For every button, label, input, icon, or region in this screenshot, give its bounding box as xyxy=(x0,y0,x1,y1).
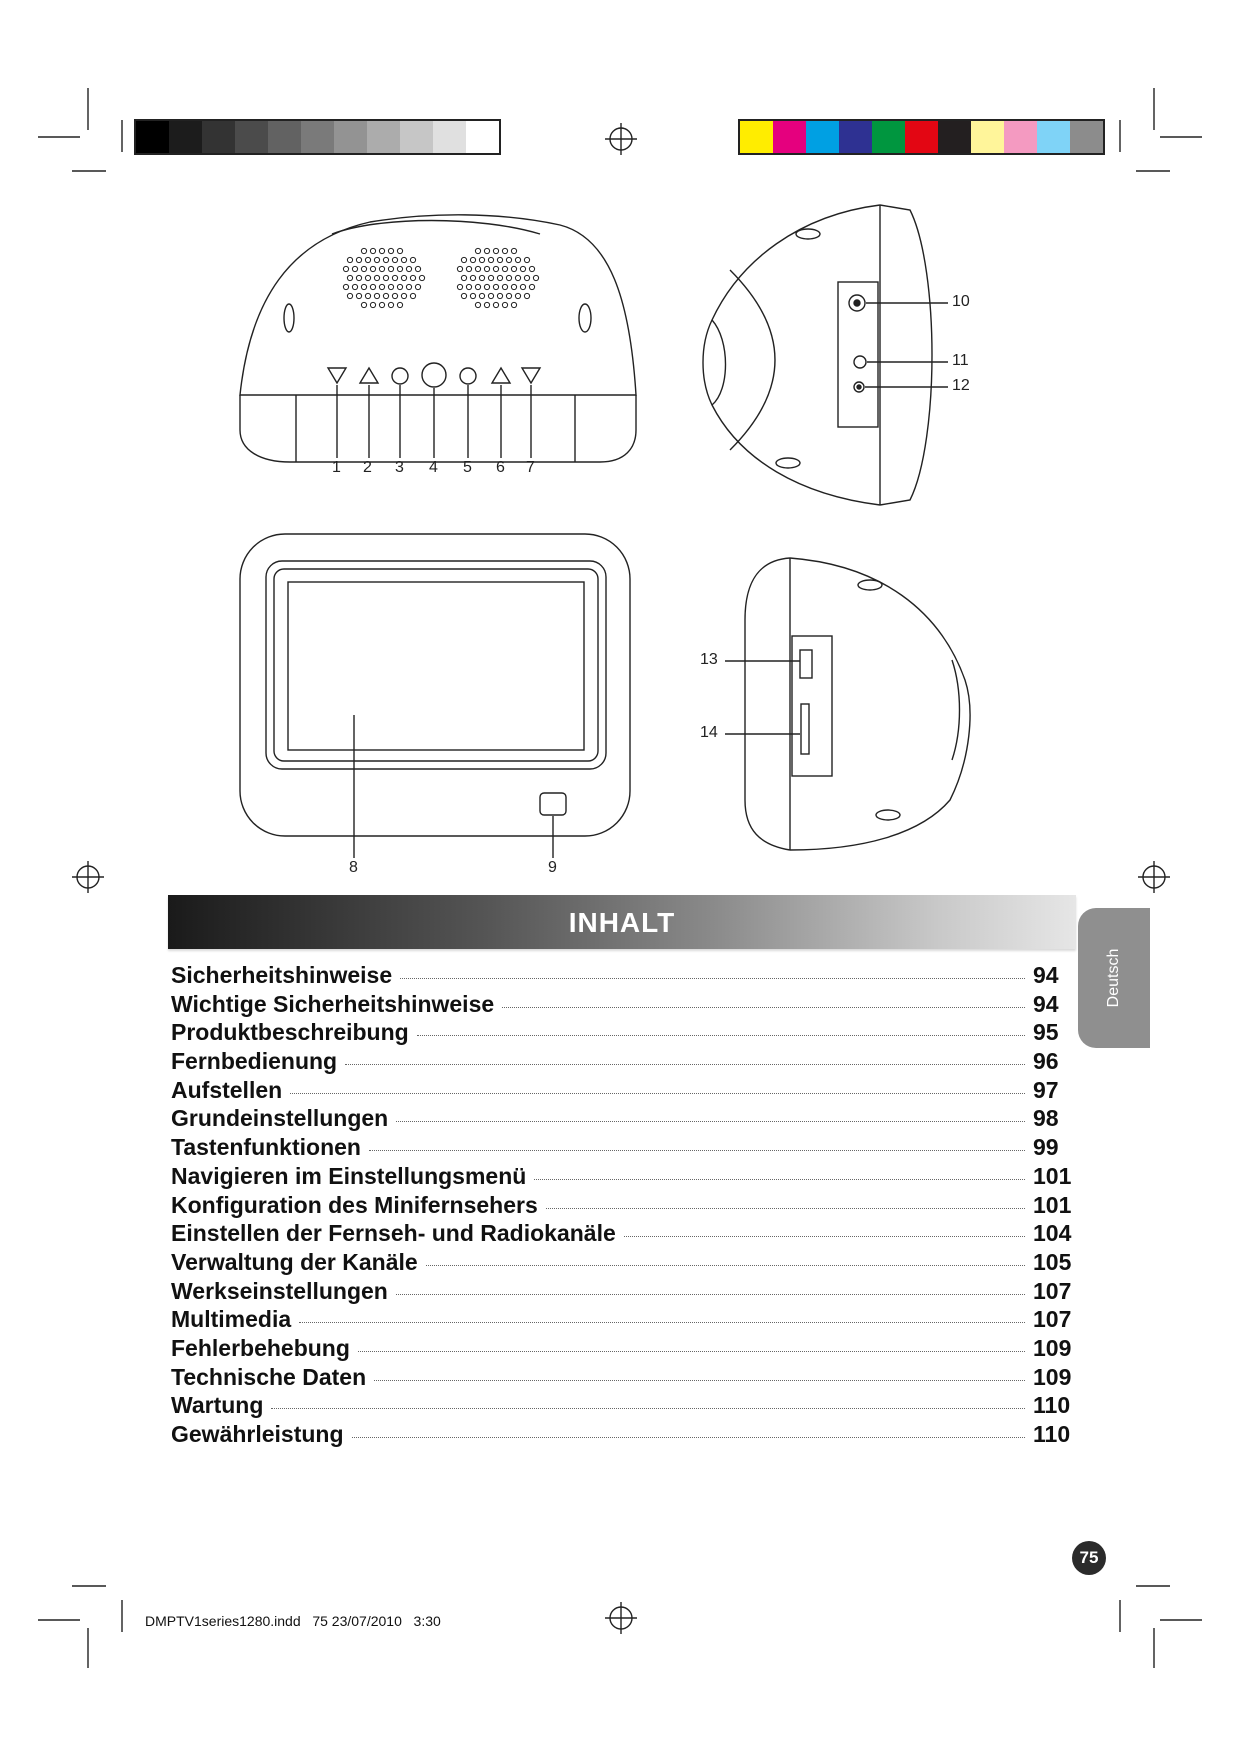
callout-4: 4 xyxy=(429,459,438,476)
dot-leader xyxy=(352,1437,1025,1438)
device-side-view-left xyxy=(725,558,970,850)
dot-leader xyxy=(534,1179,1025,1180)
toc-entry-title: Verwaltung der Kanäle xyxy=(171,1248,418,1275)
language-tab-label: Deutsch xyxy=(1105,948,1122,1008)
speaker-right xyxy=(457,248,538,307)
toc-entry-title: Gewährleistung xyxy=(171,1421,344,1447)
dot-leader xyxy=(369,1150,1025,1151)
toc-entry-page: 101 xyxy=(1033,1162,1072,1189)
toc-entry[interactable] xyxy=(171,1278,1073,1307)
callout-10: 10 xyxy=(952,293,970,310)
print-slug xyxy=(145,1613,441,1629)
callout-11: 11 xyxy=(952,352,969,369)
dot-leader xyxy=(396,1294,1025,1295)
toc-entry-title: Einstellen der Fernseh- und Radiokanäle xyxy=(171,1220,616,1247)
toc-entry-page: 94 xyxy=(1033,990,1059,1017)
toc-entry-page: 95 xyxy=(1033,1019,1059,1046)
toc-header xyxy=(168,895,1076,949)
registration-mark-top xyxy=(605,123,637,155)
page-number: 75 xyxy=(1072,1541,1106,1575)
language-tab xyxy=(1078,908,1150,1048)
slug-file: DMPTV1series1280.indd xyxy=(145,1613,301,1629)
toc-entry-page: 98 xyxy=(1033,1105,1059,1132)
toc-entry[interactable] xyxy=(171,962,1073,991)
dot-leader xyxy=(624,1236,1025,1237)
toc-entry-title: Grundeinstellungen xyxy=(171,1105,389,1132)
dot-leader xyxy=(426,1265,1025,1266)
dot-leader xyxy=(358,1351,1025,1352)
callout-5: 5 xyxy=(463,459,472,476)
toc-entry-title: Multimedia xyxy=(171,1306,292,1333)
toc-entry[interactable] xyxy=(171,1134,1073,1163)
callout-1: 1 xyxy=(332,459,341,476)
toc-entry[interactable] xyxy=(171,1192,1073,1221)
toc-entry-title: Fehlerbehebung xyxy=(171,1334,350,1361)
toc-entry-page: 105 xyxy=(1033,1248,1072,1275)
toc-entry[interactable] xyxy=(171,1421,1073,1450)
toc-entry-page: 96 xyxy=(1033,1048,1059,1075)
toc-entry-page: 107 xyxy=(1033,1277,1072,1304)
toc-entry-title: Produktbeschreibung xyxy=(171,1019,409,1046)
callout-2: 2 xyxy=(363,459,372,476)
toc-entry[interactable] xyxy=(171,1105,1073,1134)
speaker-left xyxy=(343,248,424,307)
toc-entry[interactable] xyxy=(171,1249,1073,1278)
callout-13: 13 xyxy=(700,651,718,668)
dot-leader xyxy=(417,1035,1025,1036)
toc-entry[interactable] xyxy=(171,1335,1073,1364)
slug-page: 75 xyxy=(312,1613,328,1629)
toc-entry-page: 109 xyxy=(1033,1334,1072,1361)
toc-entry[interactable] xyxy=(171,1019,1073,1048)
toc-entry[interactable] xyxy=(171,1077,1073,1106)
device-top-view xyxy=(240,215,636,462)
toc-entry-title: Technische Daten xyxy=(171,1363,367,1390)
toc-entry-page: 94 xyxy=(1033,962,1059,988)
dot-leader xyxy=(374,1380,1025,1381)
toc-title: INHALT xyxy=(568,907,676,938)
device-side-view-right xyxy=(703,205,948,505)
toc-entry-page: 101 xyxy=(1033,1191,1072,1218)
toc-entry-title: Fernbedienung xyxy=(171,1048,338,1075)
toc-entry[interactable] xyxy=(171,1163,1073,1192)
toc-entry[interactable] xyxy=(171,1306,1073,1335)
dot-leader xyxy=(299,1322,1025,1323)
toc-entry-page: 109 xyxy=(1033,1363,1072,1390)
dot-leader xyxy=(396,1121,1025,1122)
registration-mark-bottom xyxy=(605,1602,637,1634)
toc-list xyxy=(171,962,1073,1450)
callout-8: 8 xyxy=(349,859,358,876)
toc-entry-title: Sicherheitshinweise xyxy=(171,962,393,988)
toc-entry-title: Wartung xyxy=(171,1392,264,1419)
toc-entry[interactable] xyxy=(171,1364,1073,1393)
callout-6: 6 xyxy=(496,459,505,476)
dot-leader xyxy=(345,1064,1025,1065)
dot-leader xyxy=(400,978,1025,979)
callout-3: 3 xyxy=(395,459,404,476)
dot-leader xyxy=(546,1208,1025,1209)
slug-time: 3:30 xyxy=(413,1613,441,1629)
toc-entry[interactable] xyxy=(171,1048,1073,1077)
toc-entry[interactable] xyxy=(171,991,1073,1020)
callout-14: 14 xyxy=(700,724,718,741)
toc-entry-page: 110 xyxy=(1033,1392,1071,1419)
toc-entry-page: 99 xyxy=(1033,1134,1059,1161)
toc-entry[interactable] xyxy=(171,1392,1073,1421)
toc-entry-page: 107 xyxy=(1033,1306,1072,1333)
registration-mark-left xyxy=(72,861,104,893)
device-front-view xyxy=(240,534,630,858)
callout-7: 7 xyxy=(526,459,535,476)
callout-12: 12 xyxy=(952,377,970,394)
dot-leader xyxy=(290,1093,1025,1094)
callout-9: 9 xyxy=(548,859,557,876)
toc-entry-title: Aufstellen xyxy=(171,1076,283,1103)
toc-entry-title: Wichtige Sicherheitshinweise xyxy=(171,990,495,1017)
dot-leader xyxy=(271,1408,1025,1409)
dot-leader xyxy=(502,1007,1025,1008)
toc-entry-page: 110 xyxy=(1033,1421,1071,1447)
toc-entry[interactable] xyxy=(171,1220,1073,1249)
toc-entry-title: Konfiguration des Minifernsehers xyxy=(171,1191,538,1218)
toc-entry-page: 104 xyxy=(1033,1220,1072,1247)
registration-mark-right xyxy=(1138,861,1170,893)
toc-entry-page: 97 xyxy=(1033,1076,1059,1103)
slug-date: 23/07/2010 xyxy=(331,1613,402,1629)
toc-entry-title: Navigieren im Einstellungsmenü xyxy=(171,1162,527,1189)
toc-entry-title: Werkseinstellungen xyxy=(171,1277,388,1304)
toc-entry-title: Tastenfunktionen xyxy=(171,1134,361,1161)
